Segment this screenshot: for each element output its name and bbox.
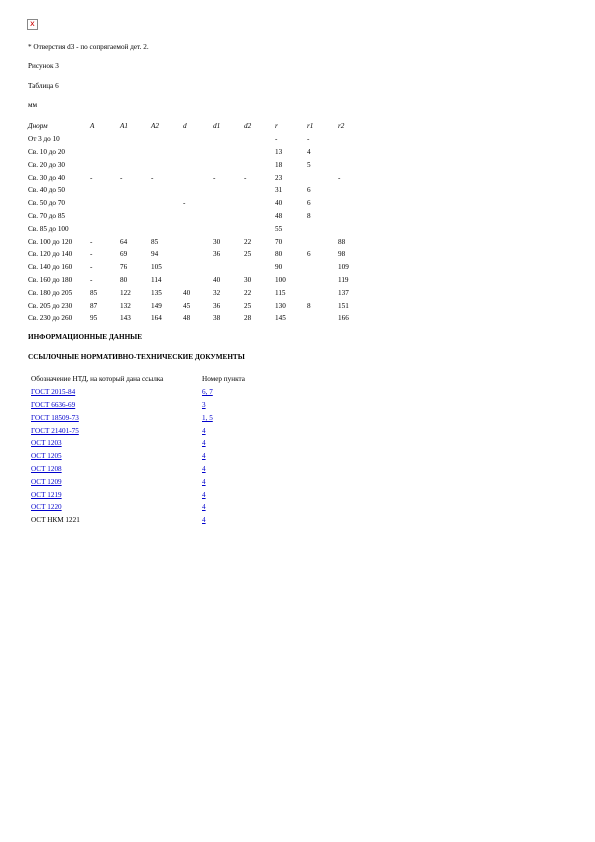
- table-cell: [183, 210, 213, 223]
- clause-cell: [199, 399, 289, 412]
- table-cell: 149: [151, 301, 162, 310]
- table-cell: 85: [151, 237, 159, 246]
- table-cell: [183, 158, 213, 171]
- table-cell: 23: [275, 173, 283, 182]
- column-header: d2: [244, 122, 252, 131]
- table-cell: 143: [120, 314, 131, 323]
- table-cell: 109: [338, 263, 349, 272]
- table-cell: [183, 222, 213, 235]
- table-cell: [90, 197, 120, 210]
- table-cell: 64: [120, 237, 128, 246]
- table-row: [28, 158, 368, 171]
- info-heading: ИНФОРМАЦИОННЫЕ ДАННЫЕ: [28, 333, 143, 341]
- table-cell: [120, 197, 151, 210]
- table-cell: Св. 10 до 20: [28, 147, 66, 156]
- clause-cell: [199, 437, 289, 450]
- table-cell: 85: [90, 288, 98, 297]
- table-cell: [244, 184, 275, 197]
- table-cell: 122: [120, 288, 131, 297]
- clause-link[interactable]: 4: [202, 503, 206, 512]
- table-cell: 8: [307, 211, 311, 220]
- table-cell: Св. 70 до 85: [28, 211, 66, 220]
- clause-cell: [199, 475, 289, 488]
- doc-cell: [28, 386, 199, 399]
- doc-link[interactable]: ГОСТ 21401-75: [31, 426, 79, 435]
- clause-cell: [199, 424, 289, 437]
- table-cell: [183, 274, 213, 287]
- references-table: [28, 373, 289, 527]
- table-cell: [90, 210, 120, 223]
- clause-link[interactable]: 4: [202, 426, 206, 435]
- column-header: d1: [213, 122, 221, 131]
- table-cell: [120, 222, 151, 235]
- clause-link[interactable]: 4: [202, 439, 206, 448]
- table-cell: 119: [338, 275, 349, 284]
- table-row: [28, 274, 368, 287]
- table-row: [28, 286, 368, 299]
- doc-cell: [28, 424, 199, 437]
- clause-link[interactable]: 6, 7: [202, 388, 213, 397]
- clause-link[interactable]: 1, 5: [202, 413, 213, 422]
- clause-cell: [199, 450, 289, 463]
- clause-link[interactable]: 4: [202, 452, 206, 461]
- table-cell: [338, 210, 368, 223]
- table-cell: -: [244, 173, 247, 182]
- table-cell: 55: [275, 224, 283, 233]
- table-cell: 132: [120, 301, 131, 310]
- table-cell: 80: [120, 275, 128, 284]
- table-cell: [151, 158, 183, 171]
- column-header: Обозначение НТД, на который дана ссылка: [31, 375, 164, 384]
- table-cell: Св. 50 до 70: [28, 199, 66, 208]
- table-cell: [338, 197, 368, 210]
- table-row: [28, 411, 289, 424]
- doc-cell: [28, 488, 199, 501]
- table-row: [28, 235, 368, 248]
- doc-cell: [28, 399, 199, 412]
- table-cell: 40: [183, 288, 191, 297]
- doc-link[interactable]: ОСТ 1219: [31, 490, 62, 499]
- column-header: A2: [151, 122, 159, 131]
- table-row: [28, 299, 368, 312]
- doc-cell: [28, 475, 199, 488]
- table-cell: 88: [338, 237, 346, 246]
- table-cell: 25: [244, 250, 252, 259]
- table-cell: [213, 133, 244, 146]
- table-cell: Св. 230 до 260: [28, 314, 73, 323]
- table-cell: [213, 158, 244, 171]
- table-cell: 38: [213, 314, 221, 323]
- table-cell: 32: [213, 288, 221, 297]
- table-cell: 95: [90, 314, 98, 323]
- table-cell: [90, 146, 120, 159]
- dimensions-table: [28, 120, 368, 325]
- table-row: [28, 184, 368, 197]
- table-cell: 6: [307, 250, 311, 259]
- table-cell: [151, 184, 183, 197]
- doc-cell: [28, 437, 199, 450]
- table-cell: 6: [307, 186, 311, 195]
- table-cell: [90, 158, 120, 171]
- clause-link[interactable]: 4: [202, 516, 206, 525]
- table-cell: 30: [244, 275, 252, 284]
- table-cell: 70: [275, 237, 283, 246]
- table-cell: 22: [244, 288, 252, 297]
- table-cell: [244, 133, 275, 146]
- table-cell: 151: [338, 301, 349, 310]
- table-cell: [120, 133, 151, 146]
- clause-cell: [199, 501, 289, 514]
- table-cell: Св. 120 до 140: [28, 250, 73, 259]
- table-cell: От 3 до 10: [28, 135, 60, 144]
- table-cell: [90, 222, 120, 235]
- table-cell: -: [90, 237, 93, 246]
- unit-label: мм: [28, 101, 38, 109]
- doc-link[interactable]: ОСТ 1208: [31, 464, 62, 473]
- table-cell: [338, 158, 368, 171]
- table-cell: [338, 146, 368, 159]
- table-row: [28, 399, 289, 412]
- table-cell: 18: [275, 160, 283, 169]
- clause-link[interactable]: 3: [202, 400, 206, 409]
- table-cell: [307, 261, 338, 274]
- clause-link[interactable]: 4: [202, 490, 206, 499]
- table-cell: [307, 222, 338, 235]
- table-cell: 94: [151, 250, 159, 259]
- clause-cell: [199, 488, 289, 501]
- table-cell: [213, 146, 244, 159]
- table-cell: 130: [275, 301, 286, 310]
- clause-link[interactable]: 4: [202, 464, 206, 473]
- table-cell: [338, 133, 368, 146]
- table-cell: 100: [275, 275, 286, 284]
- table-cell: 45: [183, 301, 191, 310]
- doc-link[interactable]: ОСТ 1209: [31, 477, 62, 486]
- table-cell: [151, 210, 183, 223]
- table-cell: Св. 30 до 40: [28, 173, 66, 182]
- table-row: [28, 488, 289, 501]
- doc-label: ОСТ НКМ 1221: [31, 516, 80, 525]
- table-cell: Св. 20 до 30: [28, 160, 66, 169]
- table-cell: 31: [275, 186, 283, 195]
- table-cell: 30: [213, 237, 221, 246]
- column-header: A1: [120, 122, 128, 131]
- table-cell: -: [213, 173, 216, 182]
- table-cell: 164: [151, 314, 162, 323]
- broken-image-icon: x: [27, 19, 38, 30]
- table-cell: [338, 222, 368, 235]
- table-cell: 98: [338, 250, 346, 259]
- table-row: [28, 197, 368, 210]
- table-row: [28, 222, 368, 235]
- table-cell: [183, 146, 213, 159]
- table-cell: [213, 210, 244, 223]
- table-cell: Св. 205 до 230: [28, 301, 73, 310]
- doc-link[interactable]: ГОСТ 18509-73: [31, 413, 79, 422]
- doc-link[interactable]: ГОСТ 6636-69: [31, 400, 76, 409]
- table-cell: 40: [213, 275, 221, 284]
- table-row: [28, 463, 289, 476]
- clause-cell: [199, 463, 289, 476]
- table-cell: -: [90, 250, 93, 259]
- table-cell: -: [90, 275, 93, 284]
- table-cell: [120, 158, 151, 171]
- table-cell: Св. 100 до 120: [28, 237, 73, 246]
- table-cell: [183, 184, 213, 197]
- table-cell: 105: [151, 263, 162, 272]
- column-header: A: [90, 122, 95, 131]
- table-cell: [183, 171, 213, 184]
- doc-link[interactable]: ОСТ 1205: [31, 452, 62, 461]
- table-cell: 36: [213, 301, 221, 310]
- table-row: [28, 514, 289, 527]
- column-header: d: [183, 122, 187, 131]
- table-cell: -: [151, 173, 154, 182]
- table-cell: 6: [307, 199, 311, 208]
- table-cell: -: [338, 173, 341, 182]
- table-cell: [307, 274, 338, 287]
- table-cell: 166: [338, 314, 349, 323]
- table-cell: -: [307, 135, 310, 144]
- table-cell: [244, 222, 275, 235]
- table-cell: [307, 312, 338, 325]
- column-header: r: [275, 122, 278, 131]
- doc-cell: [28, 501, 199, 514]
- doc-cell: [28, 411, 199, 424]
- table-row: [28, 210, 368, 223]
- table-cell: [120, 184, 151, 197]
- table-cell: [151, 197, 183, 210]
- column-header: Днорм: [28, 122, 48, 131]
- table-cell: Св. 160 до 180: [28, 275, 73, 284]
- table-cell: 76: [120, 263, 128, 272]
- table-cell: 36: [213, 250, 221, 259]
- table-cell: [120, 146, 151, 159]
- table-cell: [151, 146, 183, 159]
- table-cell: [90, 184, 120, 197]
- table-cell: 137: [338, 288, 349, 297]
- table-row: [28, 424, 289, 437]
- table-cell: [244, 158, 275, 171]
- table-cell: -: [90, 173, 93, 182]
- table-cell: [151, 133, 183, 146]
- table-cell: [90, 133, 120, 146]
- table-cell: Св. 85 до 100: [28, 224, 69, 233]
- table-cell: [151, 222, 183, 235]
- table-cell: -: [275, 135, 278, 144]
- table-cell: [213, 261, 244, 274]
- clause-cell: [199, 411, 289, 424]
- table-row: [28, 133, 368, 146]
- doc-link[interactable]: ГОСТ 2015-84: [31, 388, 76, 397]
- column-header: r2: [338, 122, 345, 131]
- table-row: [28, 261, 368, 274]
- table-cell: [307, 171, 338, 184]
- table-cell: 5: [307, 160, 311, 169]
- table-cell: [244, 210, 275, 223]
- table-cell: [307, 286, 338, 299]
- table-cell: 28: [244, 314, 252, 323]
- table-cell: 69: [120, 250, 128, 259]
- table-cell: 115: [275, 288, 286, 297]
- table-cell: Св. 40 до 50: [28, 186, 66, 195]
- table-cell: [120, 210, 151, 223]
- table-cell: [244, 197, 275, 210]
- table-cell: 8: [307, 301, 311, 310]
- column-header: Номер пункта: [202, 375, 245, 384]
- footnote: * Отверстия d3 - по сопрягаемой дет. 2.: [28, 43, 149, 51]
- table-cell: [183, 248, 213, 261]
- table-cell: 145: [275, 314, 286, 323]
- table-cell: [307, 235, 338, 248]
- table-cell: Св. 140 до 160: [28, 263, 73, 272]
- column-header: r1: [307, 122, 314, 131]
- table-cell: [213, 197, 244, 210]
- table-cell: 48: [275, 211, 283, 220]
- table-cell: [213, 184, 244, 197]
- table-cell: 4: [307, 147, 311, 156]
- table-cell: 114: [151, 275, 162, 284]
- table-row: [28, 248, 368, 261]
- clause-cell: [199, 386, 289, 399]
- table-cell: 40: [275, 199, 283, 208]
- table-cell: [338, 184, 368, 197]
- table-cell: 22: [244, 237, 252, 246]
- table-cell: 90: [275, 263, 283, 272]
- table-cell: [213, 222, 244, 235]
- table-cell: -: [90, 263, 93, 272]
- table-row: [28, 501, 289, 514]
- table-cell: [183, 261, 213, 274]
- table-cell: [244, 261, 275, 274]
- table-cell: -: [183, 199, 186, 208]
- table-row: [28, 171, 368, 184]
- table-cell: 48: [183, 314, 191, 323]
- table-cell: 135: [151, 288, 162, 297]
- table-row: [28, 386, 289, 399]
- table-cell: [183, 235, 213, 248]
- table-row: [28, 312, 368, 325]
- doc-link[interactable]: ОСТ 1203: [31, 439, 62, 448]
- table-label: Таблица 6: [28, 82, 59, 90]
- table-cell: 25: [244, 301, 252, 310]
- clause-link[interactable]: 4: [202, 477, 206, 486]
- table-cell: [244, 146, 275, 159]
- table-cell: -: [120, 173, 123, 182]
- table-cell: [183, 133, 213, 146]
- table-cell: 80: [275, 250, 283, 259]
- table-cell: Св. 180 до 205: [28, 288, 73, 297]
- figure-label: Рисунок 3: [28, 62, 59, 70]
- clause-cell: [199, 514, 289, 527]
- doc-link[interactable]: ОСТ 1220: [31, 503, 62, 512]
- table-row: [28, 475, 289, 488]
- table-row: [28, 450, 289, 463]
- table-cell: 87: [90, 301, 98, 310]
- table-row: [28, 437, 289, 450]
- table-cell: 13: [275, 147, 283, 156]
- table-row: [28, 146, 368, 159]
- doc-cell: [28, 450, 199, 463]
- refs-heading: ССЫЛОЧНЫЕ НОРМАТИВНО-ТЕХНИЧЕСКИЕ ДОКУМЕНТЫ: [28, 353, 245, 361]
- doc-cell: [28, 463, 199, 476]
